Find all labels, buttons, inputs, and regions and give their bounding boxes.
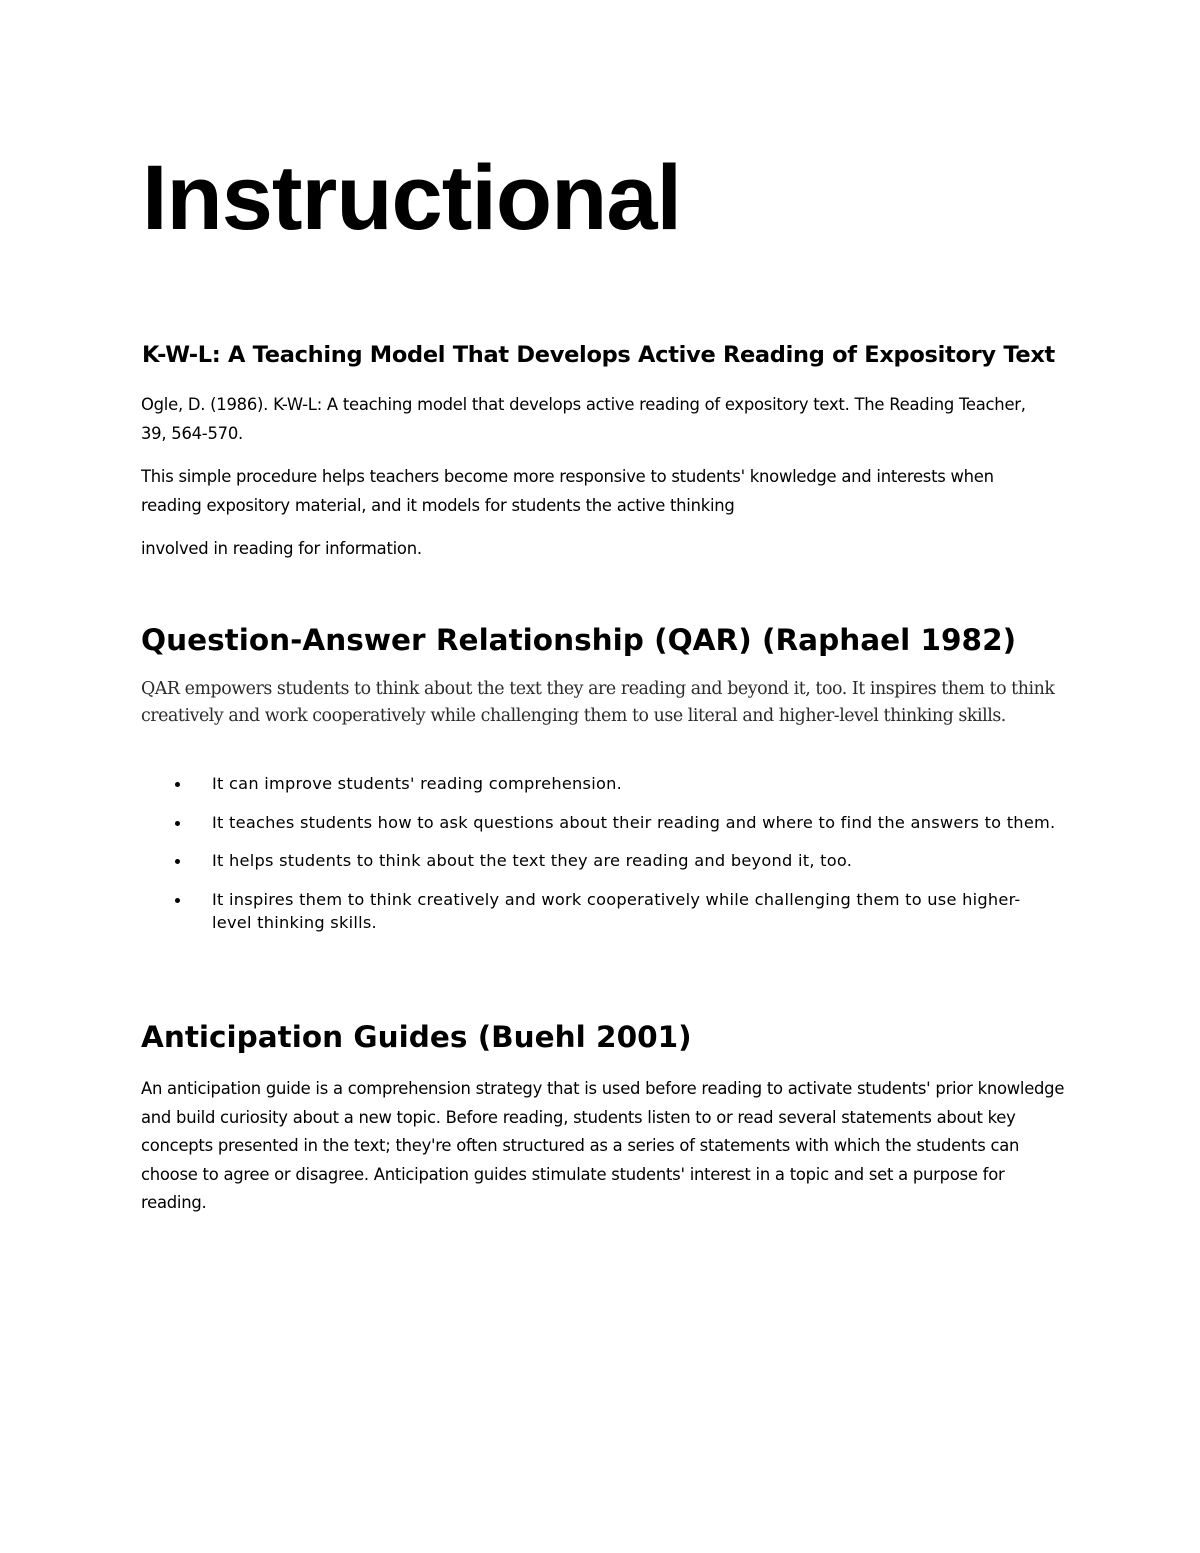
kwl-description: This simple procedure helps teachers become more responsive to students' knowledge and interests when reading expository material, and it models for students the active thinking: [141, 467, 994, 515]
kwl-description-continued: involved in reading for information.: [141, 539, 422, 558]
list-item: [170, 811, 1060, 835]
qar-bullet-list: [170, 772, 1060, 950]
list-item-text: It teaches students how to ask questions about their reading and where to find the answers to them.: [212, 812, 1056, 832]
anticipation-guides-heading: Anticipation Guides (Buehl 2001): [141, 1020, 692, 1054]
list-item-text: It helps students to think about the text they are reading and beyond it, too.: [212, 851, 853, 870]
document-title: Instructional: [142, 147, 682, 249]
list-item-text: It inspires them to think creatively and work cooperatively while challenging them to use higher-level thinking skills.: [212, 889, 1021, 932]
bullet-icon: [175, 859, 180, 864]
anticipation-guides-text: An anticipation guide is a comprehension strategy that is used before reading to activate students' prior knowledge and build curiosity about a new topic. Before reading, students listen to or read several statements about key concepts presented in the text; they're often structured as a series of statements with which the students can choose to agree or disagree. Anticipation guides stimulate students' interest in a topic and set a purpose for reading.: [141, 1079, 1065, 1212]
bullet-icon: [175, 821, 180, 826]
kwl-citation: Ogle, D. (1986). K-W-L: A teaching model that develops active reading of expository text. The Reading Teacher, 39, 564-570.: [141, 395, 1026, 443]
list-item: [170, 849, 1060, 873]
list-item: [170, 888, 1060, 935]
kwl-heading: K-W-L: A Teaching Model That Develops Active Reading of Expository Text: [142, 342, 1056, 368]
qar-heading: Question-Answer Relationship (QAR) (Raphael 1982): [141, 623, 1017, 657]
bullet-icon: [175, 782, 180, 787]
bullet-icon: [175, 898, 180, 903]
list-item: [170, 772, 1060, 796]
list-item-text: It can improve students' reading comprehension.: [212, 774, 623, 793]
qar-intro: QAR empowers students to think about the text they are reading and beyond it, too. It inspires them to think creatively and work cooperatively while challenging them to use literal and higher-level thinking skills.: [141, 679, 1055, 726]
